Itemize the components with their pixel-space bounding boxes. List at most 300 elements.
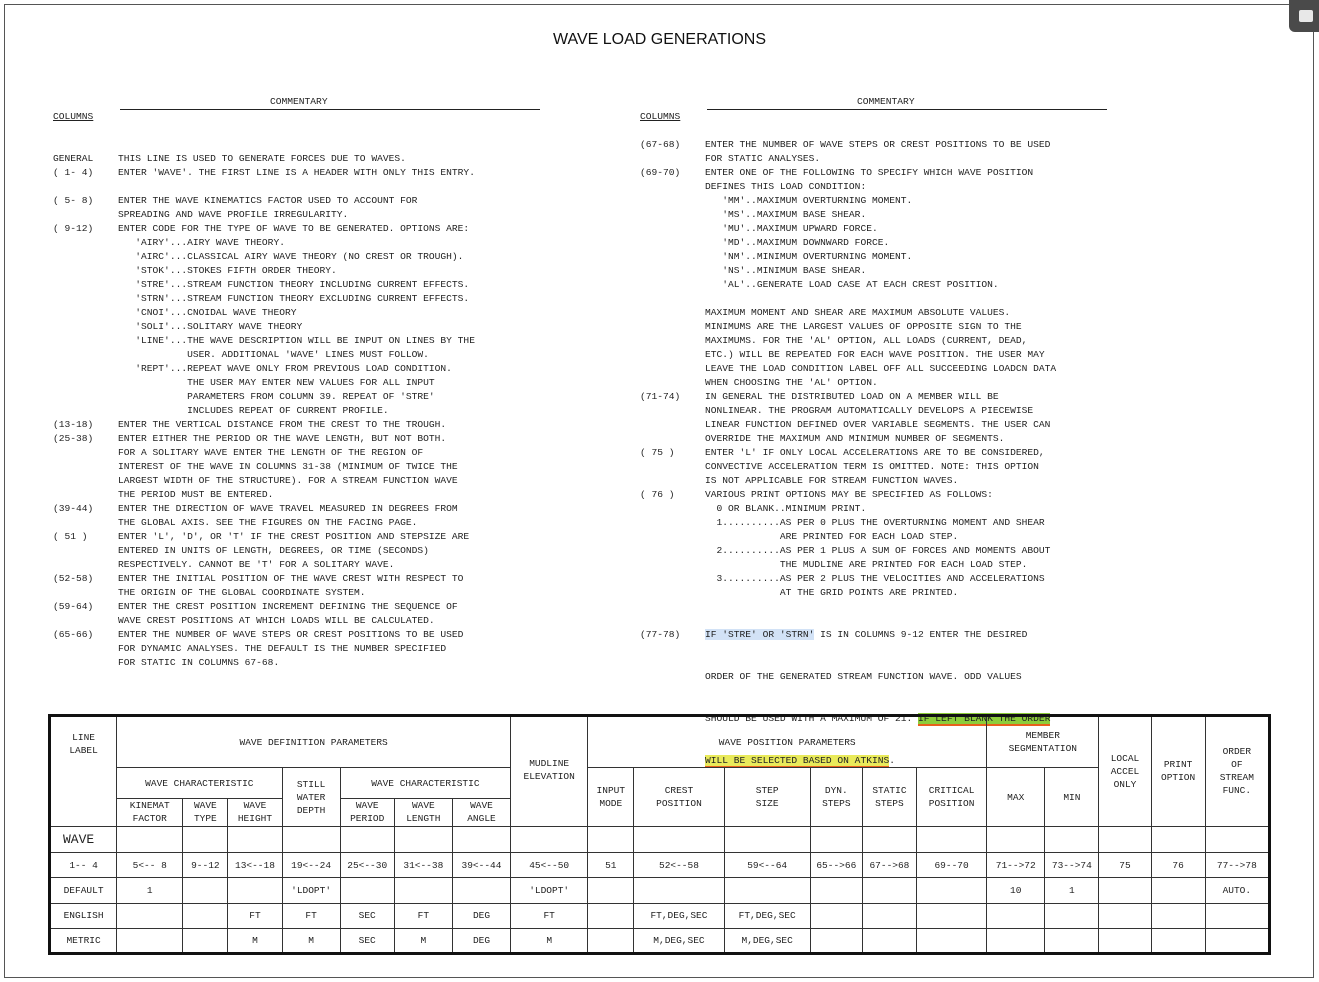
row-text: ENTER THE NUMBER OF WAVE STEPS OR CREST POSITIONS TO BE USED bbox=[705, 139, 1051, 150]
table-cell bbox=[588, 878, 634, 903]
commentary-row bbox=[640, 152, 1120, 166]
row-label bbox=[640, 348, 705, 362]
window-corner-icon[interactable] bbox=[1289, 0, 1319, 32]
table-cell: DEG bbox=[452, 903, 510, 928]
commentary-row bbox=[640, 250, 1120, 264]
order-stream-header: ORDER OF STREAM FUNC. bbox=[1205, 716, 1269, 827]
left-rows bbox=[53, 138, 543, 670]
row-text: 'SOLI'...SOLITARY WAVE THEORY bbox=[118, 321, 303, 332]
table-cell bbox=[987, 826, 1045, 852]
row-text: ORDER OF THE GENERATED STREAM FUNCTION WAVE. ODD VALUES bbox=[705, 671, 1022, 682]
static-steps-header: STATIC STEPS bbox=[862, 768, 916, 826]
row-text: 0 OR BLANK..MINIMUM PRINT. bbox=[705, 503, 867, 514]
print-option-header: PRINT OPTION bbox=[1151, 716, 1205, 827]
table-cell bbox=[511, 826, 588, 852]
row-text: ENTER 'WAVE'. THE FIRST LINE IS A HEADER WITH ONLY THIS ENTRY. bbox=[118, 167, 475, 178]
right-column-header bbox=[640, 96, 1120, 122]
row-text: 'NM'..MINIMUM OVERTURNING MOMENT. bbox=[705, 251, 913, 262]
row-text: FOR STATIC ANALYSES. bbox=[705, 153, 821, 164]
commentary-row bbox=[640, 418, 1120, 432]
row-label bbox=[640, 250, 705, 264]
row-text: LEAVE THE LOAD CONDITION LABEL OFF ALL SUCCEEDING LOADCN DATA bbox=[705, 363, 1057, 374]
row-label bbox=[53, 656, 118, 670]
row-label bbox=[640, 306, 705, 320]
table-cell bbox=[1099, 903, 1151, 928]
row-text: 'AIRC'...CLASSICAL AIRY WAVE THEORY (NO CREST OR TROUGH). bbox=[118, 251, 464, 262]
row-label bbox=[53, 390, 118, 404]
row-label bbox=[53, 586, 118, 600]
row-text: SPREADING AND WAVE PROFILE IRREGULARITY. bbox=[118, 209, 349, 220]
row-text: ENTER THE NUMBER OF WAVE STEPS OR CREST POSITIONS TO BE USED bbox=[118, 629, 464, 640]
row-label bbox=[640, 544, 705, 558]
row-label bbox=[640, 474, 705, 488]
mudline-header: MUDLINE ELEVATION bbox=[511, 716, 588, 827]
table-cell: FT bbox=[511, 903, 588, 928]
table-cell bbox=[394, 878, 452, 903]
row-label bbox=[640, 208, 705, 222]
commentary-row bbox=[640, 376, 1120, 390]
table-cell bbox=[1205, 928, 1269, 953]
commentary-row bbox=[53, 628, 543, 642]
row-text: LARGEST WIDTH OF THE STRUCTURE). FOR A STREAM FUNCTION WAVE bbox=[118, 475, 458, 486]
wave-input-table bbox=[48, 714, 1271, 955]
row-label bbox=[640, 264, 705, 278]
row-text: ENTER ONE OF THE FOLLOWING TO SPECIFY WHICH WAVE POSITION bbox=[705, 167, 1034, 178]
commentary-header: COMMENTARY bbox=[270, 96, 328, 107]
line-label-header: LINE LABEL bbox=[50, 716, 117, 827]
row-text: OVERRIDE THE MAXIMUM AND MINIMUM NUMBER OF SEGMENTS. bbox=[705, 433, 1005, 444]
row-text: SHOULD BE USED WITH A MAXIMUM OF 21. bbox=[705, 713, 919, 724]
row-label bbox=[53, 320, 118, 334]
commentary-row bbox=[53, 222, 543, 236]
table-cell: 77-->78 bbox=[1205, 853, 1269, 878]
commentary-row bbox=[53, 404, 543, 418]
commentary-row bbox=[640, 516, 1120, 530]
row-label: (59-64) bbox=[53, 601, 94, 612]
table-cell: 9--12 bbox=[183, 853, 228, 878]
row-text: IN GENERAL THE DISTRIBUTED LOAD ON A MEMBER WILL BE bbox=[705, 391, 999, 402]
table-cell bbox=[1151, 903, 1205, 928]
commentary-row bbox=[640, 222, 1120, 236]
row-label bbox=[640, 222, 705, 236]
row-label bbox=[53, 474, 118, 488]
commentary-row bbox=[53, 516, 543, 530]
highlight-blue: IF 'STRE' OR 'STRN' bbox=[705, 629, 815, 640]
row-text: THE PERIOD MUST BE ENTERED. bbox=[118, 489, 274, 500]
table-cell bbox=[917, 903, 987, 928]
commentary-row bbox=[53, 376, 543, 390]
commentary-row bbox=[640, 362, 1120, 376]
row-label: (71-74) bbox=[640, 391, 681, 402]
row-text bbox=[118, 180, 543, 194]
row-text: 'MS'..MAXIMUM BASE SHEAR. bbox=[705, 209, 867, 220]
commentary-row bbox=[640, 558, 1120, 572]
row-text: 'LINE'...THE WAVE DESCRIPTION WILL BE INPUT ON LINES BY THE bbox=[118, 335, 475, 346]
row-label: (25-38) bbox=[53, 433, 94, 444]
right-rows bbox=[640, 138, 1120, 600]
row-text: IS IN COLUMNS 9-12 ENTER THE DESIRED bbox=[814, 629, 1028, 640]
table-cell bbox=[917, 826, 987, 852]
table-cell bbox=[340, 826, 394, 852]
row-text: MAXIMUMS. FOR THE 'AL' OPTION, ALL LOADS (CURRENT, DEAD, bbox=[705, 335, 1028, 346]
commentary-row bbox=[640, 460, 1120, 474]
table-cell: 45<--50 bbox=[511, 853, 588, 878]
table-cell: 52<--58 bbox=[634, 853, 724, 878]
row-text: 2..........AS PER 1 PLUS A SUM OF FORCES AND MOMENTS ABOUT bbox=[705, 545, 1051, 556]
table-cell: 67-->68 bbox=[862, 853, 916, 878]
table-cell: 10 bbox=[987, 878, 1045, 903]
row-label bbox=[53, 334, 118, 348]
row-label: (67-68) bbox=[640, 139, 681, 150]
commentary-row bbox=[640, 628, 1120, 642]
table-cell bbox=[862, 826, 916, 852]
commentary-row bbox=[640, 278, 1120, 292]
row-text: 'AL'..GENERATE LOAD CASE AT EACH CREST POSITION. bbox=[705, 279, 999, 290]
table-cell bbox=[810, 878, 862, 903]
row-label bbox=[53, 306, 118, 320]
row-label: ( 1- 4) bbox=[53, 167, 94, 178]
commentary-row bbox=[53, 656, 543, 670]
row-text: ENTER THE VERTICAL DISTANCE FROM THE CREST TO THE TROUGH. bbox=[118, 419, 447, 430]
wave-period-header: WAVE PERIOD bbox=[340, 798, 394, 826]
row-label bbox=[53, 362, 118, 376]
commentary-row bbox=[640, 138, 1120, 152]
table-cell bbox=[183, 878, 228, 903]
table-cell: M bbox=[228, 928, 282, 953]
row-label bbox=[53, 250, 118, 264]
row-label bbox=[53, 236, 118, 250]
row-text: 'MD'..MAXIMUM DOWNWARD FORCE. bbox=[705, 237, 890, 248]
commentary-row bbox=[53, 418, 543, 432]
row-label: (13-18) bbox=[53, 419, 94, 430]
page-title: WAVE LOAD GENERATIONS bbox=[552, 31, 767, 48]
row-text: 1..........AS PER 0 PLUS THE OVERTURNING MOMENT AND SHEAR bbox=[705, 517, 1045, 528]
table-cell bbox=[810, 826, 862, 852]
table-cell: 1 bbox=[117, 878, 183, 903]
table-cell bbox=[1205, 903, 1269, 928]
commentary-row bbox=[640, 180, 1120, 194]
table-cell bbox=[452, 878, 510, 903]
table-cell bbox=[1151, 928, 1205, 953]
table-cell bbox=[917, 878, 987, 903]
table-row-wave bbox=[50, 826, 1270, 852]
row-text: FOR STATIC IN COLUMNS 67-68. bbox=[118, 657, 280, 668]
row-label bbox=[640, 418, 705, 432]
commentary-row bbox=[53, 572, 543, 586]
table-cell: FT,DEG,SEC bbox=[634, 903, 724, 928]
commentary-row bbox=[53, 264, 543, 278]
table-cell: DEG bbox=[452, 928, 510, 953]
row-text: THE GLOBAL AXIS. SEE THE FIGURES ON THE FACING PAGE. bbox=[118, 517, 418, 528]
row-label: ( 76 ) bbox=[640, 489, 675, 500]
wave-height-header: WAVE HEIGHT bbox=[228, 798, 282, 826]
table-cell: METRIC bbox=[50, 928, 117, 953]
row-label bbox=[53, 544, 118, 558]
row-text: ENTER 'L', 'D', OR 'T' IF THE CREST POSITION AND STEPSIZE ARE bbox=[118, 531, 470, 542]
row-text: IS NOT APPLICABLE FOR STREAM FUNCTION WAVES. bbox=[705, 475, 959, 486]
table-cell bbox=[724, 878, 810, 903]
table-cell bbox=[1151, 878, 1205, 903]
commentary-row bbox=[640, 348, 1120, 362]
commentary-row bbox=[53, 250, 543, 264]
commentary-row bbox=[53, 194, 543, 208]
row-label bbox=[640, 530, 705, 544]
table-cell bbox=[724, 826, 810, 852]
row-label bbox=[640, 180, 705, 194]
row-label bbox=[53, 516, 118, 530]
row-text: ENTER EITHER THE PERIOD OR THE WAVE LENGTH, BUT NOT BOTH. bbox=[118, 433, 447, 444]
row-label bbox=[53, 558, 118, 572]
row-text: THIS LINE IS USED TO GENERATE FORCES DUE TO WAVES. bbox=[118, 153, 406, 164]
table-cell bbox=[117, 826, 183, 852]
commentary-row bbox=[53, 152, 543, 166]
row-text bbox=[705, 292, 1120, 306]
table-cell bbox=[282, 826, 340, 852]
row-text: FOR A SOLITARY WAVE ENTER THE LENGTH OF THE REGION OF bbox=[118, 447, 424, 458]
commentary-row bbox=[53, 600, 543, 614]
row-label bbox=[53, 208, 118, 222]
table-cell bbox=[117, 928, 183, 953]
columns-header: COLUMNS bbox=[640, 111, 681, 122]
crest-position-header: CREST POSITION bbox=[634, 768, 724, 826]
commentary-row bbox=[640, 236, 1120, 250]
table-row-english bbox=[50, 903, 1270, 928]
commentary-row bbox=[53, 642, 543, 656]
table-cell bbox=[117, 903, 183, 928]
row-text: ARE PRINTED FOR EACH LOAD STEP. bbox=[705, 531, 959, 542]
commentary-row bbox=[53, 180, 543, 194]
table-row-default bbox=[50, 878, 1270, 903]
table-cell: 25<--30 bbox=[340, 853, 394, 878]
commentary-row bbox=[640, 474, 1120, 488]
row-text: 'REPT'...REPEAT WAVE ONLY FROM PREVIOUS LOAD CONDITION. bbox=[118, 363, 452, 374]
row-text: 'AIRY'...AIRY WAVE THEORY. bbox=[118, 237, 285, 248]
row-text: INTEREST OF THE WAVE IN COLUMNS 31-38 (MINIMUM OF TWICE THE bbox=[118, 461, 458, 472]
row-text: THE MUDLINE ARE PRINTED FOR EACH LOAD STEP. bbox=[705, 559, 1028, 570]
table-row-columns bbox=[50, 853, 1270, 878]
header-rule bbox=[120, 96, 540, 110]
commentary-row bbox=[53, 362, 543, 376]
kinemat-factor-header: KINEMAT FACTOR bbox=[117, 798, 183, 826]
commentary-row bbox=[53, 292, 543, 306]
row-label bbox=[53, 446, 118, 460]
table-cell bbox=[1045, 903, 1099, 928]
row-label: (65-66) bbox=[53, 629, 94, 640]
table-cell bbox=[1099, 878, 1151, 903]
table-cell bbox=[1151, 826, 1205, 852]
input-mode-header: INPUT MODE bbox=[588, 768, 634, 826]
commentary-row bbox=[640, 390, 1120, 404]
table-cell: 65-->66 bbox=[810, 853, 862, 878]
table-cell bbox=[917, 928, 987, 953]
row-text: LINEAR FUNCTION DEFINED OVER VARIABLE SEGMENTS. THE USER CAN bbox=[705, 419, 1051, 430]
row-text: USER. ADDITIONAL 'WAVE' LINES MUST FOLLOW. bbox=[118, 349, 429, 360]
dyn-steps-header: DYN. STEPS bbox=[810, 768, 862, 826]
row-label bbox=[53, 264, 118, 278]
table-cell: WAVE bbox=[50, 826, 117, 852]
commentary-row bbox=[640, 530, 1120, 544]
commentary-row bbox=[640, 208, 1120, 222]
row-text: DEFINES THIS LOAD CONDITION: bbox=[705, 181, 867, 192]
commentary-row bbox=[53, 166, 543, 180]
row-text: 'STRE'...STREAM FUNCTION THEORY INCLUDING CURRENT EFFECTS. bbox=[118, 279, 470, 290]
table-cell bbox=[183, 826, 228, 852]
row-label bbox=[53, 614, 118, 628]
row-label bbox=[53, 404, 118, 418]
row-text bbox=[118, 138, 543, 152]
row-label bbox=[640, 460, 705, 474]
row-label bbox=[640, 320, 705, 334]
wave-type-header: WAVE TYPE bbox=[183, 798, 228, 826]
row-text: ENTER CODE FOR THE TYPE OF WAVE TO BE GENERATED. OPTIONS ARE: bbox=[118, 223, 470, 234]
table-cell bbox=[1205, 826, 1269, 852]
commentary-row bbox=[640, 586, 1120, 600]
table-cell: 76 bbox=[1151, 853, 1205, 878]
row-text: ENTER THE CREST POSITION INCREMENT DEFINING THE SEQUENCE OF bbox=[118, 601, 458, 612]
table-row-metric bbox=[50, 928, 1270, 953]
row-label bbox=[53, 488, 118, 502]
min-header: MIN bbox=[1045, 768, 1099, 826]
row-label bbox=[640, 558, 705, 572]
row-label: ( 9-12) bbox=[53, 223, 94, 234]
row-text: 'NS'..MINIMUM BASE SHEAR. bbox=[705, 265, 867, 276]
max-header: MAX bbox=[987, 768, 1045, 826]
commentary-row bbox=[53, 474, 543, 488]
commentary-row bbox=[640, 502, 1120, 516]
wave-length-header: WAVE LENGTH bbox=[394, 798, 452, 826]
row-text: 3..........AS PER 2 PLUS THE VELOCITIES AND ACCELERATIONS bbox=[705, 573, 1045, 584]
commentary-row bbox=[53, 278, 543, 292]
row-label bbox=[53, 180, 118, 194]
row-text: THE ORIGIN OF THE GLOBAL COORDINATE SYSTEM. bbox=[118, 587, 366, 598]
row-text: 'STOK'...STOKES FIFTH ORDER THEORY. bbox=[118, 265, 337, 276]
table-cell: 69--70 bbox=[917, 853, 987, 878]
table-cell bbox=[862, 928, 916, 953]
table-cell: 1-- 4 bbox=[50, 853, 117, 878]
row-text: PARAMETERS FROM COLUMN 39. REPEAT OF 'STRE' bbox=[118, 391, 435, 402]
row-label bbox=[640, 404, 705, 418]
table-cell: DEFAULT bbox=[50, 878, 117, 903]
row-label bbox=[640, 292, 705, 306]
highlight-yellow: WILL BE SELECTED BASED ON ATKINS bbox=[705, 755, 890, 766]
commentary-row bbox=[53, 334, 543, 348]
critical-position-header: CRITICAL POSITION bbox=[917, 768, 987, 826]
wave-characteristic-header-2: WAVE CHARACTERISTIC bbox=[340, 768, 510, 798]
commentary-row bbox=[640, 670, 1120, 684]
row-label bbox=[53, 376, 118, 390]
row-text: ENTERED IN UNITS OF LENGTH, DEGREES, OR TIME (SECONDS) bbox=[118, 545, 429, 556]
step-size-header: STEP SIZE bbox=[724, 768, 810, 826]
row-text: MINIMUMS ARE THE LARGEST VALUES OF OPPOSITE SIGN TO THE bbox=[705, 321, 1022, 332]
row-label bbox=[640, 376, 705, 390]
commentary-row bbox=[53, 558, 543, 572]
still-water-depth-header: STILL WATER DEPTH bbox=[282, 768, 340, 826]
table-cell bbox=[987, 928, 1045, 953]
row-text: ENTER THE WAVE KINEMATICS FACTOR USED TO ACCOUNT FOR bbox=[118, 195, 418, 206]
table-cell bbox=[1099, 928, 1151, 953]
row-text: CONVECTIVE ACCELERATION TERM IS OMITTED. NOTE: THIS OPTION bbox=[705, 461, 1039, 472]
commentary-row bbox=[53, 502, 543, 516]
table-cell bbox=[340, 878, 394, 903]
commentary-row bbox=[640, 404, 1120, 418]
row-text: WHEN CHOOSING THE 'AL' OPTION. bbox=[705, 377, 878, 388]
row-text: ENTER THE INITIAL POSITION OF THE WAVE CREST WITH RESPECT TO bbox=[118, 573, 464, 584]
right-commentary-column bbox=[640, 68, 1120, 782]
commentary-row bbox=[640, 292, 1120, 306]
table-cell: ENGLISH bbox=[50, 903, 117, 928]
table-cell bbox=[810, 928, 862, 953]
table-cell: 5<-- 8 bbox=[117, 853, 183, 878]
columns-header: COLUMNS bbox=[53, 111, 94, 122]
table-cell bbox=[634, 826, 724, 852]
row-text: VARIOUS PRINT OPTIONS MAY BE SPECIFIED AS FOLLOWS: bbox=[705, 489, 993, 500]
row-label bbox=[640, 194, 705, 208]
row-text: RESPECTIVELY. CANNOT BE 'T' FOR A SOLITARY WAVE. bbox=[118, 559, 395, 570]
commentary-row bbox=[640, 306, 1120, 320]
left-commentary-column bbox=[53, 68, 543, 684]
table-cell: 75 bbox=[1099, 853, 1151, 878]
commentary-row bbox=[53, 488, 543, 502]
table-cell: 13<--18 bbox=[228, 853, 282, 878]
left-column-header bbox=[53, 96, 543, 122]
commentary-row bbox=[53, 614, 543, 628]
row-label bbox=[53, 348, 118, 362]
commentary-row bbox=[640, 264, 1120, 278]
row-label: ( 75 ) bbox=[640, 447, 675, 458]
table-cell: 'LDOPT' bbox=[511, 878, 588, 903]
row-text: ENTER 'L' IF ONLY LOCAL ACCELERATIONS ARE TO BE CONSIDERED, bbox=[705, 447, 1045, 458]
row-label bbox=[640, 586, 705, 600]
commentary-row bbox=[53, 236, 543, 250]
table-cell bbox=[452, 826, 510, 852]
table-cell: M bbox=[394, 928, 452, 953]
row-label bbox=[53, 642, 118, 656]
commentary-header: COMMENTARY bbox=[857, 96, 915, 107]
table-cell bbox=[228, 826, 282, 852]
row-text: MAXIMUM MOMENT AND SHEAR ARE MAXIMUM ABSOLUTE VALUES. bbox=[705, 307, 1011, 318]
commentary-row bbox=[640, 194, 1120, 208]
table-cell bbox=[183, 903, 228, 928]
commentary-row bbox=[53, 432, 543, 446]
commentary-row bbox=[53, 460, 543, 474]
table-cell: FT bbox=[282, 903, 340, 928]
row-label: (52-58) bbox=[53, 573, 94, 584]
row-text: WAVE CREST POSITIONS AT WHICH LOADS WILL BE CALCULATED. bbox=[118, 615, 435, 626]
row-label bbox=[640, 278, 705, 292]
commentary-row bbox=[53, 586, 543, 600]
row-label bbox=[53, 460, 118, 474]
commentary-row bbox=[53, 320, 543, 334]
table-cell bbox=[394, 826, 452, 852]
table-cell: FT bbox=[394, 903, 452, 928]
row-text: ENTER THE DIRECTION OF WAVE TRAVEL MEASURED IN DEGREES FROM bbox=[118, 503, 458, 514]
table-cell: 19<--24 bbox=[282, 853, 340, 878]
table-cell: M,DEG,SEC bbox=[724, 928, 810, 953]
table-cell bbox=[862, 878, 916, 903]
table-cell: FT bbox=[228, 903, 282, 928]
table-cell bbox=[588, 826, 634, 852]
commentary-row bbox=[640, 572, 1120, 586]
table-cell: M,DEG,SEC bbox=[634, 928, 724, 953]
commentary-row bbox=[53, 208, 543, 222]
table-cell: M bbox=[282, 928, 340, 953]
row-text: 'MM'..MAXIMUM OVERTURNING MOMENT. bbox=[705, 195, 913, 206]
table-cell bbox=[228, 878, 282, 903]
row-text: ETC.) WILL BE REPEATED FOR EACH WAVE POSITION. THE USER MAY bbox=[705, 349, 1045, 360]
table-cell bbox=[862, 903, 916, 928]
commentary-row bbox=[53, 544, 543, 558]
table-cell: FT,DEG,SEC bbox=[724, 903, 810, 928]
